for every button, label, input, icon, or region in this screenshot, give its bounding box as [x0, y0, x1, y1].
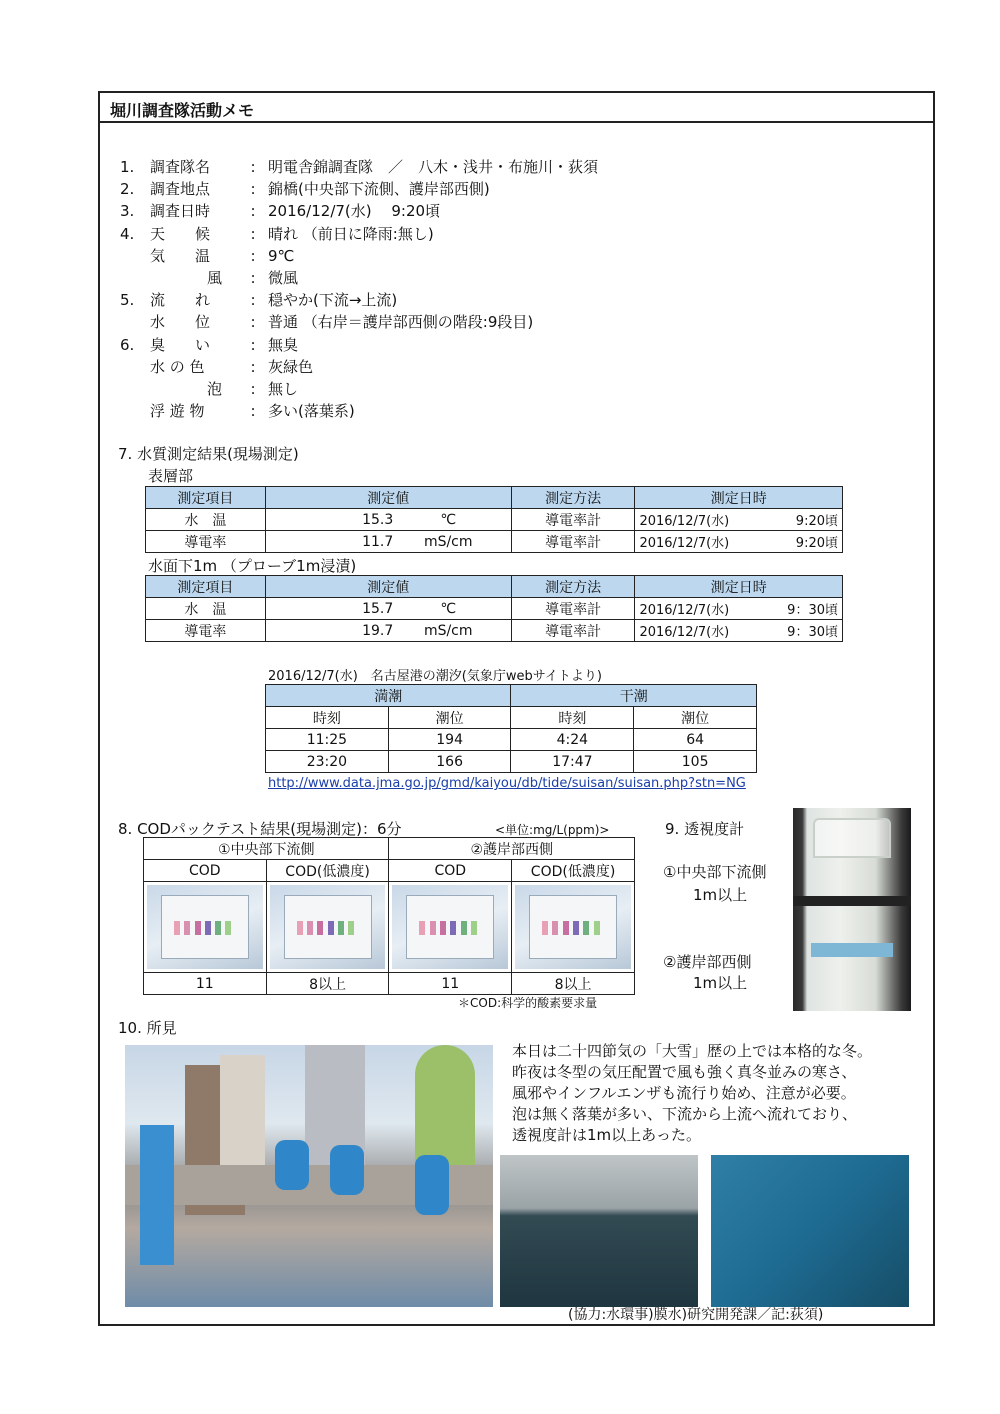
item-label: 流 れ [150, 291, 211, 309]
item-number: 2. [120, 180, 135, 198]
item-value: 2016/12/7(水) 9:20頃 [268, 202, 441, 220]
time-text: 9:20頃 [795, 536, 838, 551]
item-colon: : [250, 202, 256, 220]
item-label: 泡 [206, 380, 222, 398]
table-row [146, 531, 843, 553]
list-item [120, 378, 298, 399]
item-value: 明電舎錦調査隊 ／ 八木・浅井・布施川・荻須 [268, 158, 599, 176]
item-value: 普通 （右岸＝護岸部西側の階段:9段目) [268, 313, 534, 331]
table-row [146, 620, 843, 642]
item-colon: : [250, 380, 256, 398]
cod-test-photo [147, 885, 263, 969]
cell-item: 水 温 [146, 509, 266, 531]
cod-photo-cell [266, 882, 389, 973]
item-value: 無臭 [268, 336, 299, 354]
list-item [120, 289, 397, 310]
time-header: 時刻 [511, 707, 634, 729]
credit-line: (協力:水環事)膜水)研究開発課／記:荻須) [568, 1307, 824, 1323]
header-item: 測定項目 [146, 576, 266, 598]
value-number: 19.7 [362, 622, 394, 639]
item-colon: : [250, 269, 256, 287]
cell-low-level: 105 [634, 751, 757, 773]
river-surface-photo [500, 1155, 698, 1307]
value-unit: mS/cm [423, 622, 473, 639]
list-item [120, 356, 313, 377]
site2-header: ②護岸部西側 [389, 838, 635, 860]
value-unit: ℃ [440, 600, 457, 617]
cell-low-time: 17:47 [511, 751, 634, 773]
list-item [120, 200, 440, 221]
item-value: 微風 [268, 269, 299, 287]
time-text: 9:20頃 [795, 514, 838, 529]
item-number: 4. [120, 225, 135, 243]
cell-high-time: 11:25 [266, 729, 389, 751]
cell-item: 導電率 [146, 531, 266, 553]
item-label: 水 の 色 [150, 358, 205, 376]
cod-low-header: COD(低濃度) [512, 860, 635, 882]
item-value: 錦橋(中央部下流側、護岸部西側) [268, 180, 490, 198]
item-colon: : [250, 313, 256, 331]
cod-low-value: 8以上 [266, 973, 389, 995]
transparency-site1-value: 1m以上 [693, 886, 748, 904]
cod-low-test-photo [270, 885, 386, 969]
date-text: 2016/12/7(水) [639, 514, 730, 529]
item-label: 天 候 [150, 225, 211, 243]
transparency-meter-photo [793, 808, 911, 1011]
item-number: 6. [120, 336, 135, 354]
item-value: 晴れ （前日に降雨:無し) [268, 225, 434, 243]
tide-caption: 2016/12/7(水) 名古屋港の潮汐(気象庁webサイトより) [268, 669, 602, 684]
item-colon: : [250, 291, 256, 309]
list-item [120, 400, 355, 421]
item-value: 無し [268, 380, 299, 398]
item-label: 浮 遊 物 [150, 402, 205, 420]
time-text: 9：30頃 [787, 603, 838, 618]
item-value: 9℃ [268, 247, 295, 265]
item-label: 気 温 [150, 247, 211, 265]
cell-item: 導電率 [146, 620, 266, 642]
item-label: 調査日時 [150, 202, 211, 220]
section9-heading: 9. 透視度計 [665, 820, 745, 838]
cod-photo-cell [512, 882, 635, 973]
table-row [266, 729, 757, 751]
findings-line: 泡は無く落葉が多い、下流から上流へ流れており、 [512, 1105, 858, 1123]
low-tide-header: 干潮 [511, 685, 757, 707]
table-row [146, 598, 843, 620]
cod-low-test-photo [515, 885, 631, 969]
value-number: 15.3 [362, 511, 394, 528]
header-method: 測定方法 [511, 487, 635, 509]
item-colon: : [250, 336, 256, 354]
item-colon: : [250, 158, 256, 176]
cod-photo-cell [389, 882, 512, 973]
cell-method: 導電率計 [511, 509, 635, 531]
list-item [120, 156, 598, 177]
cell-low-level: 64 [634, 729, 757, 751]
survey-team-photo [125, 1045, 493, 1307]
cod-photo-cell [144, 882, 267, 973]
section10-heading: 10. 所見 [118, 1019, 177, 1037]
surface-table [145, 486, 843, 553]
tide-source-link[interactable]: http://www.data.jma.go.jp/gmd/kaiyou/db/tide/suisan/suisan.php?stn=NG [268, 776, 746, 791]
cell-method: 導電率計 [511, 620, 635, 642]
cell-date [635, 620, 843, 642]
item-label: 臭 い [150, 336, 211, 354]
cod-footnote: ＊COD:科学的酸素要求量 [458, 996, 598, 1010]
item-colon: : [250, 402, 256, 420]
item-colon: : [250, 225, 256, 243]
item-colon: : [250, 247, 256, 265]
item-number: 5. [120, 291, 135, 309]
time-text: 9：30頃 [787, 625, 838, 640]
cell-high-time: 23:20 [266, 751, 389, 773]
tide-table [265, 684, 757, 773]
date-text: 2016/12/7(水) [639, 536, 730, 551]
header-date: 測定日時 [635, 487, 843, 509]
value-number: 11.7 [362, 533, 394, 550]
level-header: 潮位 [388, 707, 511, 729]
time-header: 時刻 [266, 707, 389, 729]
header-method: 測定方法 [511, 576, 635, 598]
list-item [120, 267, 298, 288]
value-unit: ℃ [440, 511, 457, 528]
findings-line: 本日は二十四節気の「大雪」歴の上では本格的な冬。 [512, 1042, 873, 1060]
list-item [120, 245, 294, 266]
item-label: 水 位 [150, 313, 211, 331]
list-item [120, 311, 533, 332]
item-colon: : [250, 180, 256, 198]
cell-value [265, 509, 511, 531]
depth-label: 水面下1m （プローブ1m浸漬) [148, 557, 357, 575]
item-number: 3. [120, 202, 135, 220]
site1-header: ①中央部下流側 [144, 838, 389, 860]
cell-value [265, 531, 511, 553]
date-text: 2016/12/7(水) [639, 603, 730, 618]
cod-value: 11 [389, 973, 512, 995]
transparency-site2: ②護岸部西側 [663, 953, 752, 971]
unit-note: <単位:mg/L(ppm)> [495, 823, 610, 837]
cod-low-value: 8以上 [512, 973, 635, 995]
high-tide-header: 満潮 [266, 685, 511, 707]
depth-table [145, 575, 843, 642]
section7-heading: 7. 水質測定結果(現場測定) [118, 445, 299, 463]
table-row [144, 973, 635, 995]
cod-header: COD [144, 860, 267, 882]
table-row [266, 751, 757, 773]
title-bar [100, 93, 933, 123]
header-date: 測定日時 [635, 576, 843, 598]
header-value: 測定値 [265, 576, 511, 598]
item-colon: : [250, 358, 256, 376]
level-header: 潮位 [634, 707, 757, 729]
value-unit: mS/cm [423, 533, 473, 550]
item-value: 多い(落葉系) [268, 402, 355, 420]
item-label: 調査地点 [150, 180, 211, 198]
findings-line: 透視度計は1m以上あった。 [512, 1126, 702, 1144]
cell-low-time: 4:24 [511, 729, 634, 751]
value-number: 15.7 [362, 600, 394, 617]
header-item: 測定項目 [146, 487, 266, 509]
item-value: 灰緑色 [268, 358, 314, 376]
cell-high-level: 166 [388, 751, 511, 773]
page-title: 堀川調査隊活動メモ [110, 101, 255, 120]
section8-heading: 8. CODパックテスト結果(現場測定)：6分 [118, 820, 402, 838]
item-value: 穏やか(下流→上流) [268, 291, 398, 309]
cell-date [635, 509, 843, 531]
cod-value: 11 [144, 973, 267, 995]
item-number: 1. [120, 158, 135, 176]
transparency-site2-value: 1m以上 [693, 974, 748, 992]
findings-line: 風邪やインフルエンザも流行り始め、注意が必要。 [512, 1084, 856, 1102]
transparency-site1: ①中央部下流側 [663, 863, 767, 881]
date-text: 2016/12/7(水) [639, 625, 730, 640]
cod-header: COD [389, 860, 512, 882]
cod-low-header: COD(低濃度) [266, 860, 389, 882]
cod-test-photo [392, 885, 508, 969]
cell-value [265, 620, 511, 642]
cell-item: 水 温 [146, 598, 266, 620]
cell-date [635, 598, 843, 620]
surface-label: 表層部 [148, 467, 194, 485]
item-label: 風 [206, 269, 222, 287]
cod-table [143, 837, 635, 995]
list-item [120, 178, 490, 199]
header-value: 測定値 [265, 487, 511, 509]
cell-method: 導電率計 [511, 531, 635, 553]
cell-date [635, 531, 843, 553]
item-label: 調査隊名 [150, 158, 211, 176]
list-item [120, 223, 434, 244]
floating-leaves-photo [711, 1155, 909, 1307]
table-row [146, 509, 843, 531]
list-item [120, 334, 298, 355]
cell-high-level: 194 [388, 729, 511, 751]
findings-line: 昨夜は冬型の気圧配置で風も強く真冬並みの寒さ、 [512, 1063, 857, 1081]
cell-value [265, 598, 511, 620]
cell-method: 導電率計 [511, 598, 635, 620]
